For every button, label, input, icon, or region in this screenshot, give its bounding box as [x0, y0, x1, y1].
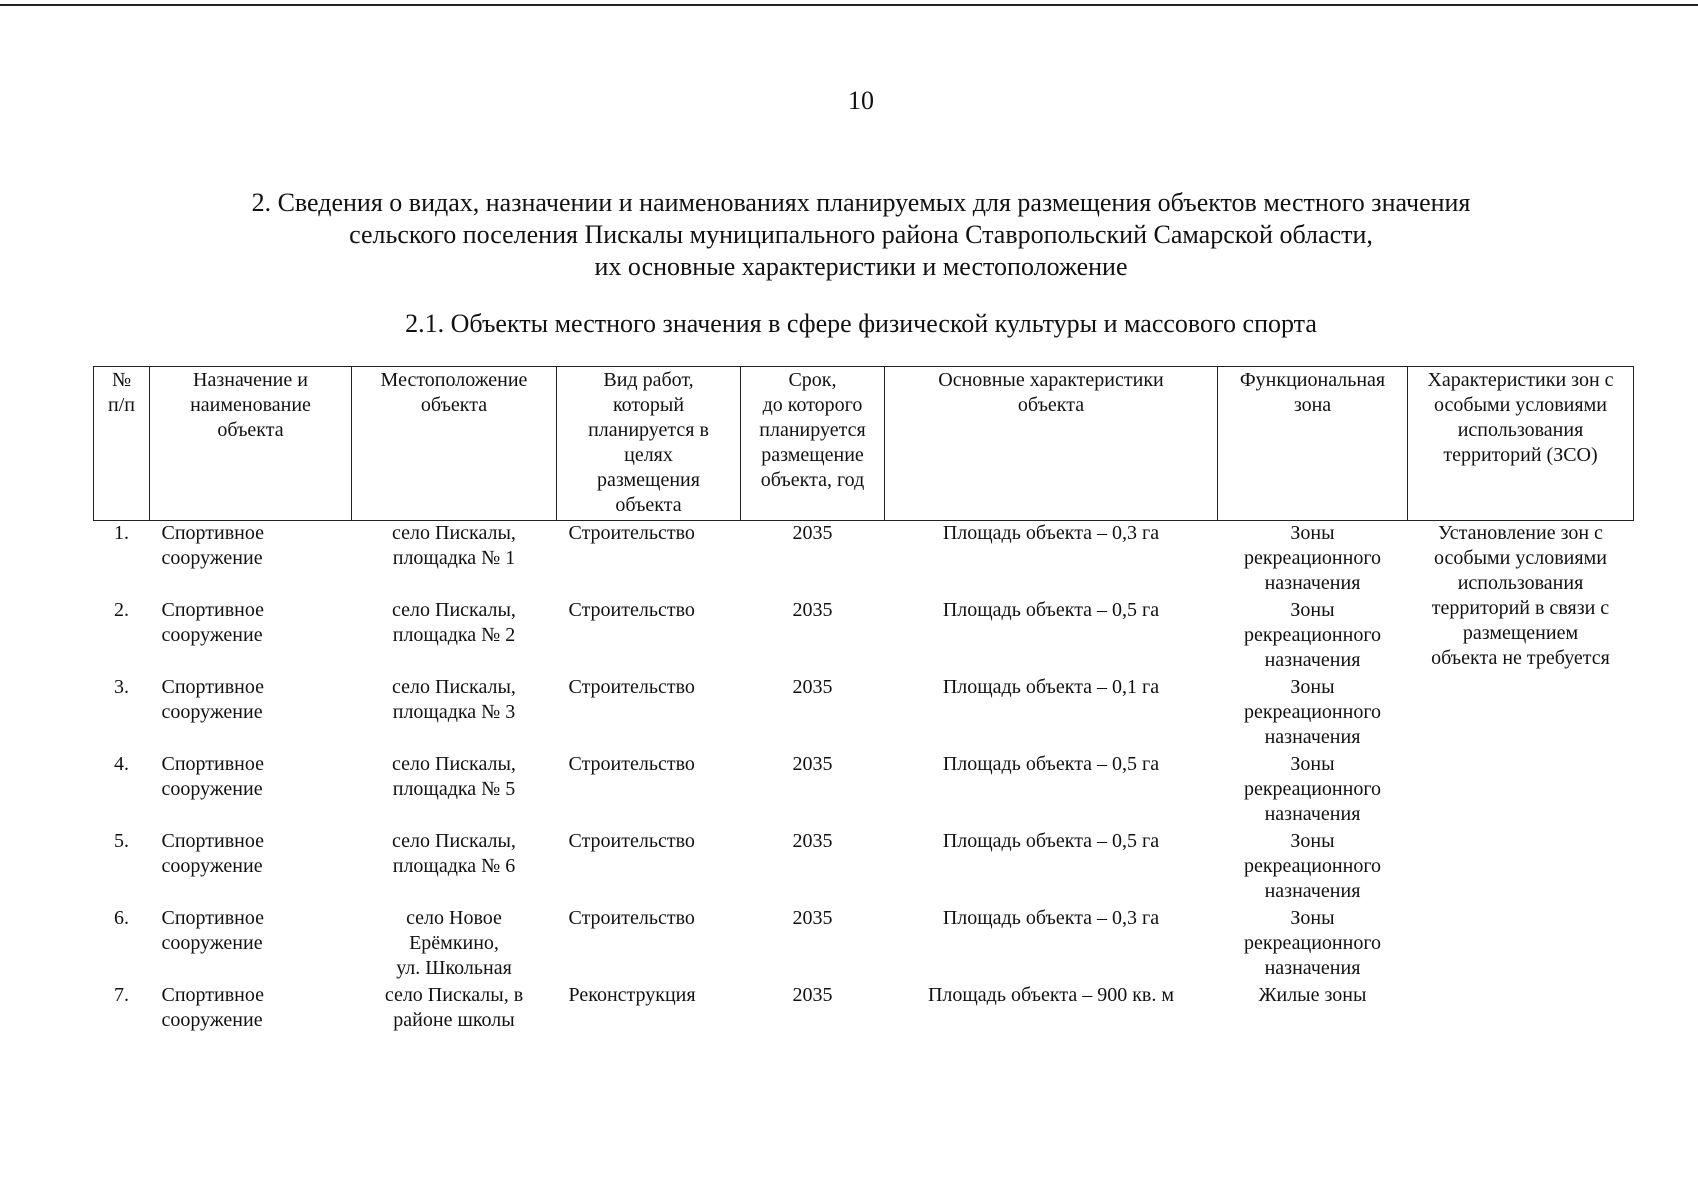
cell-line: сооружение	[161, 547, 263, 569]
cell-line: размещения	[597, 469, 700, 491]
object-name	[150, 829, 352, 906]
top-rule	[0, 4, 1698, 6]
table-row	[94, 983, 1634, 1060]
cell-line: назначения	[1264, 726, 1361, 748]
cell-line: районе школы	[393, 1009, 515, 1031]
deadline-year: 2035	[792, 522, 833, 544]
row-number: 3.	[114, 676, 129, 698]
cell-line: Зоны	[1290, 830, 1335, 852]
cell-line: сооружение	[161, 701, 263, 723]
table-header-row	[94, 367, 1634, 521]
cell-line: Вид работ,	[603, 369, 694, 391]
functional-zone	[1218, 983, 1408, 1060]
cell-line: Характеристики зон с	[1427, 369, 1614, 391]
cell-line: село Пискалы,	[392, 599, 516, 621]
col-header-zso	[1408, 367, 1634, 521]
work-type: Строительство	[568, 753, 695, 775]
cell-line: село Пискалы,	[392, 676, 516, 698]
object-characteristics: Площадь объекта – 0,1 га	[942, 676, 1160, 698]
work-type: Строительство	[568, 676, 695, 698]
cell-line: Зоны	[1290, 676, 1335, 698]
cell-line: Спортивное	[161, 753, 264, 775]
cell-line: Спортивное	[161, 984, 264, 1006]
cell-line: сооружение	[161, 778, 263, 800]
cell-line: №	[111, 369, 132, 391]
cell-line: Спортивное	[161, 907, 264, 929]
cell-line: площадка № 3	[392, 701, 516, 723]
cell-line: Зоны	[1290, 599, 1335, 621]
work-type: Строительство	[568, 907, 695, 929]
cell-line: площадка № 5	[392, 778, 516, 800]
cell-line: наименование	[190, 394, 311, 416]
object-location	[352, 752, 557, 829]
cell-line: Установление зон с	[1438, 522, 1603, 544]
cell-line: рекреационного	[1243, 932, 1382, 954]
functional-zone	[1218, 829, 1408, 906]
deadline-year: 2035	[792, 830, 833, 852]
deadline-year: 2035	[792, 753, 833, 775]
cell-line: сооружение	[161, 1009, 263, 1031]
cell-line: Зоны	[1290, 522, 1335, 544]
object-location	[352, 983, 557, 1060]
row-number: 5.	[114, 830, 129, 852]
cell-line: объекта, год	[760, 469, 865, 491]
col-header-deadline	[741, 367, 885, 521]
work-type: Строительство	[568, 830, 695, 852]
object-name	[150, 983, 352, 1060]
section-title-line-2: сельского поселения Пискалы муниципального района Ставропольский Самарской области,	[349, 220, 1373, 249]
cell-line: Жилые зоны	[1258, 984, 1367, 1006]
cell-line: Основные характеристики	[938, 369, 1164, 391]
cell-line: рекреационного	[1243, 855, 1382, 877]
row-number: 7.	[114, 984, 129, 1006]
table-row	[94, 906, 1634, 983]
cell-line: назначения	[1264, 649, 1361, 671]
cell-line: село Пискалы,	[392, 830, 516, 852]
table-row	[94, 598, 1634, 675]
table-row	[94, 829, 1634, 906]
cell-line: целях	[624, 444, 673, 466]
cell-line: сооружение	[161, 932, 263, 954]
cell-line: Назначение и	[193, 369, 308, 391]
functional-zone	[1218, 521, 1408, 599]
cell-line: Зоны	[1290, 753, 1335, 775]
section-title-line-3: их основные характеристики и местоположение	[594, 252, 1128, 281]
object-characteristics: Площадь объекта – 0,3 га	[942, 522, 1160, 544]
cell-line: ул. Школьная	[396, 957, 512, 979]
object-location	[352, 906, 557, 983]
cell-line: планируется	[759, 419, 866, 441]
cell-line: село Пискалы, в	[384, 984, 524, 1006]
cell-line: Функциональная	[1239, 369, 1386, 391]
object-name	[150, 906, 352, 983]
cell-line: назначения	[1264, 880, 1361, 902]
subsection-title: 2.1. Объекты местного значения в сфере физической культуры и массового спорта	[405, 309, 1317, 338]
cell-line: рекреационного	[1243, 547, 1382, 569]
deadline-year: 2035	[792, 599, 833, 621]
cell-line: Спортивное	[161, 599, 264, 621]
cell-line: назначения	[1264, 572, 1361, 594]
cell-line: рекреационного	[1243, 778, 1382, 800]
cell-line: объекта	[217, 419, 284, 441]
cell-line: Местоположение	[380, 369, 528, 391]
table-row	[94, 521, 1634, 599]
deadline-year: 2035	[792, 984, 833, 1006]
col-header-number	[94, 367, 150, 521]
col-header-location	[352, 367, 557, 521]
object-name	[150, 752, 352, 829]
row-number: 2.	[114, 599, 129, 621]
cell-line: размещение	[761, 444, 864, 466]
cell-line: Зоны	[1290, 907, 1335, 929]
table-row	[94, 675, 1634, 752]
cell-line: п/п	[108, 394, 135, 416]
col-header-name	[150, 367, 352, 521]
col-header-zone	[1218, 367, 1408, 521]
table-row	[94, 752, 1634, 829]
cell-line: объекта	[1017, 394, 1085, 416]
cell-line: особыми условиями	[1434, 394, 1607, 416]
cell-line: объекта	[420, 394, 488, 416]
cell-line: использования	[1457, 419, 1584, 441]
work-type: Строительство	[568, 522, 695, 544]
cell-line: Спортивное	[161, 830, 264, 852]
work-type: Строительство	[568, 599, 695, 621]
functional-zone	[1218, 752, 1408, 829]
cell-line: назначения	[1264, 957, 1361, 979]
row-number: 6.	[114, 907, 129, 929]
object-characteristics: Площадь объекта – 0,5 га	[942, 830, 1160, 852]
section-title-line-1: 2. Сведения о видах, назначении и наименованиях планируемых для размещения объектов местного значения	[251, 188, 1471, 217]
functional-zone	[1218, 598, 1408, 675]
cell-line: Ерёмкино,	[409, 932, 499, 954]
cell-line: площадка № 2	[392, 624, 516, 646]
cell-line: территорий в связи с	[1431, 597, 1610, 619]
cell-line: Спортивное	[161, 676, 264, 698]
object-location	[352, 675, 557, 752]
deadline-year: 2035	[792, 907, 833, 929]
cell-line: рекреационного	[1243, 701, 1382, 723]
cell-line: сооружение	[161, 624, 263, 646]
object-location	[352, 521, 557, 599]
section-title	[0, 187, 1698, 283]
cell-line: особыми условиями	[1434, 547, 1607, 569]
cell-line: территорий (ЗСО)	[1443, 444, 1598, 466]
cell-line: планируется в	[588, 419, 709, 441]
object-name	[150, 521, 352, 599]
cell-line: село Новое	[406, 907, 502, 929]
page-number: 10	[848, 86, 874, 115]
cell-line: рекреационного	[1243, 624, 1382, 646]
object-name	[150, 675, 352, 752]
cell-line: который	[612, 394, 685, 416]
deadline-year: 2035	[792, 676, 833, 698]
objects-table	[93, 366, 1634, 1060]
object-name	[150, 598, 352, 675]
object-location	[352, 829, 557, 906]
cell-line: село Пискалы,	[392, 753, 516, 775]
cell-line: площадка № 1	[392, 547, 516, 569]
row-number: 4.	[114, 753, 129, 775]
cell-line: сооружение	[161, 855, 263, 877]
cell-line: зона	[1293, 394, 1332, 416]
functional-zone	[1218, 675, 1408, 752]
cell-line: Спортивное	[161, 522, 264, 544]
functional-zone	[1218, 906, 1408, 983]
cell-line: Срок,	[788, 369, 837, 391]
object-location	[352, 598, 557, 675]
object-characteristics: Площадь объекта – 0,5 га	[942, 753, 1160, 775]
cell-line: объекта	[615, 494, 682, 516]
work-type: Реконструкция	[568, 984, 696, 1006]
table-body	[94, 521, 1634, 1061]
zso-note	[1408, 521, 1634, 1061]
object-characteristics: Площадь объекта – 900 кв. м	[927, 984, 1175, 1006]
cell-line: размещением	[1462, 622, 1579, 644]
col-header-work-type	[557, 367, 741, 521]
cell-line: село Пискалы,	[392, 522, 516, 544]
object-characteristics: Площадь объекта – 0,3 га	[942, 907, 1160, 929]
cell-line: площадка № 6	[392, 855, 516, 877]
object-characteristics: Площадь объекта – 0,5 га	[942, 599, 1160, 621]
col-header-characteristics	[885, 367, 1218, 521]
cell-line: до которого	[762, 394, 863, 416]
cell-line: использования	[1457, 572, 1584, 594]
row-number: 1.	[114, 522, 129, 544]
cell-line: назначения	[1264, 803, 1361, 825]
cell-line: объекта не требуется	[1431, 647, 1610, 669]
